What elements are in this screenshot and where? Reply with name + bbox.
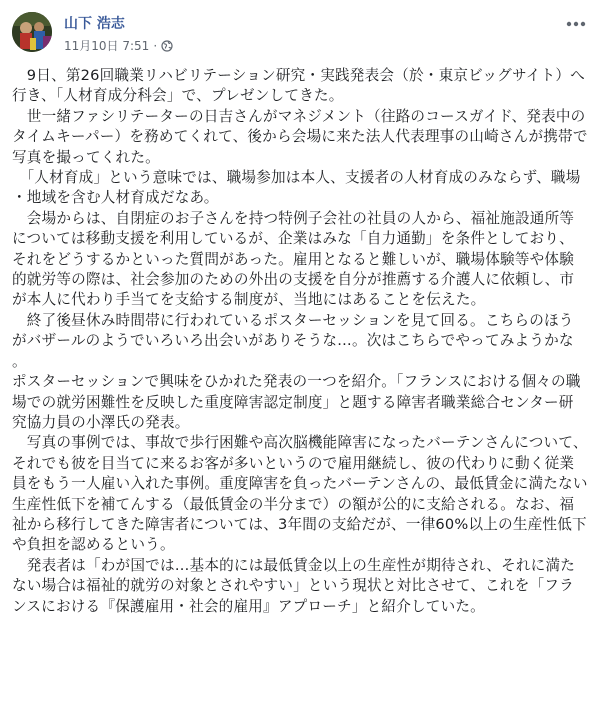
post-paragraph: 9日、第26回職業リハビリテーション研究・実践発表会（於・東京ビッグサイト）へ行き、「人材育成分科会」で、プレゼンしてきた。 [12,67,585,105]
globe-icon[interactable] [161,40,173,52]
post-paragraph: 世一緒ファシリテーターの日吉さんがマネジメント（往路のコースガイド、発表中のタイムキーパー）を務めてくれて、後から会場に来た法人代表理事の山崎さんが携帯で写真を撮ってくれた。 [12,107,588,166]
post-paragraph: 写真の事例では、事故で歩行困難や高次脳機能障害になったバーテンさんについて、それでも彼を目当てに来るお客が多いというので雇用継続し、彼の代わりに動く従業員をもう一人雇い入れた事例。重度障害を負ったバーテンさんの、最低賃金に満たない生産性低下を補てんする（最低賃金の半分まで）の額が公的に支給される。なお、福祉から移行してきた障害者については、3年間の支給だが、一律60%以上の生産性低下や負担を認めるという。 [12,434,588,554]
post-paragraph: 発表者は「わが国では…基本的には最低賃金以上の生産性が期待され、それに満たない場合は福祉的就労の対象とされやすい」という現状と対比させて、これを「フランスにおける『保護雇用・社会的雇用』アプローチ」と紹介していた。 [12,556,576,615]
post-timestamp[interactable]: 11月10日 7:51 [64,39,150,53]
post-paragraph: 会場からは、自閉症のお子さんを持つ特例子会社の社員の人から、福祉施設通所等については移動支援を利用しているが、企業はみな「自力通勤」を条件としており、それをどうするかといった質問があった。雇用となると難しいが、職場体験等や体験的就労等の際は、社会参加のための外出の支援を自分が推薦する介護人に依頼し、市が本人に代わり手当てを支給する制度が、当地にはあることを伝えた。 [12,209,575,309]
more-options-button[interactable] [564,14,588,34]
post-paragraph: ポスターセッションで興味をひかれた発表の一つを紹介。「フランスにおける個々の職場での就労困難性を反映した重度障害認定制度」と題する障害者職業総合センター研究協力員の小澤氏の発表。 [12,373,581,431]
post-paragraph: 終了後昼休み時間帯に行われているポスターセッションを見て回る。こちらのほうがバザールのようでいろいろ出会いがありそうな…。次はこちらでやってみようかな。 [12,311,574,370]
meta-separator: · [153,38,158,53]
post-meta [64,37,173,54]
more-horizontal-icon [566,21,586,27]
avatar[interactable] [12,12,52,52]
avatar-photo [12,12,52,52]
post-header [0,0,598,66]
author-name[interactable]: 山下 浩志 [64,16,125,32]
post-paragraph: 「人材育成」という意味では、職場参加は本人、支援者の人材育成のみならず、職場・地域を含む人材育成だなあ。 [12,169,581,207]
post-body [12,66,588,617]
